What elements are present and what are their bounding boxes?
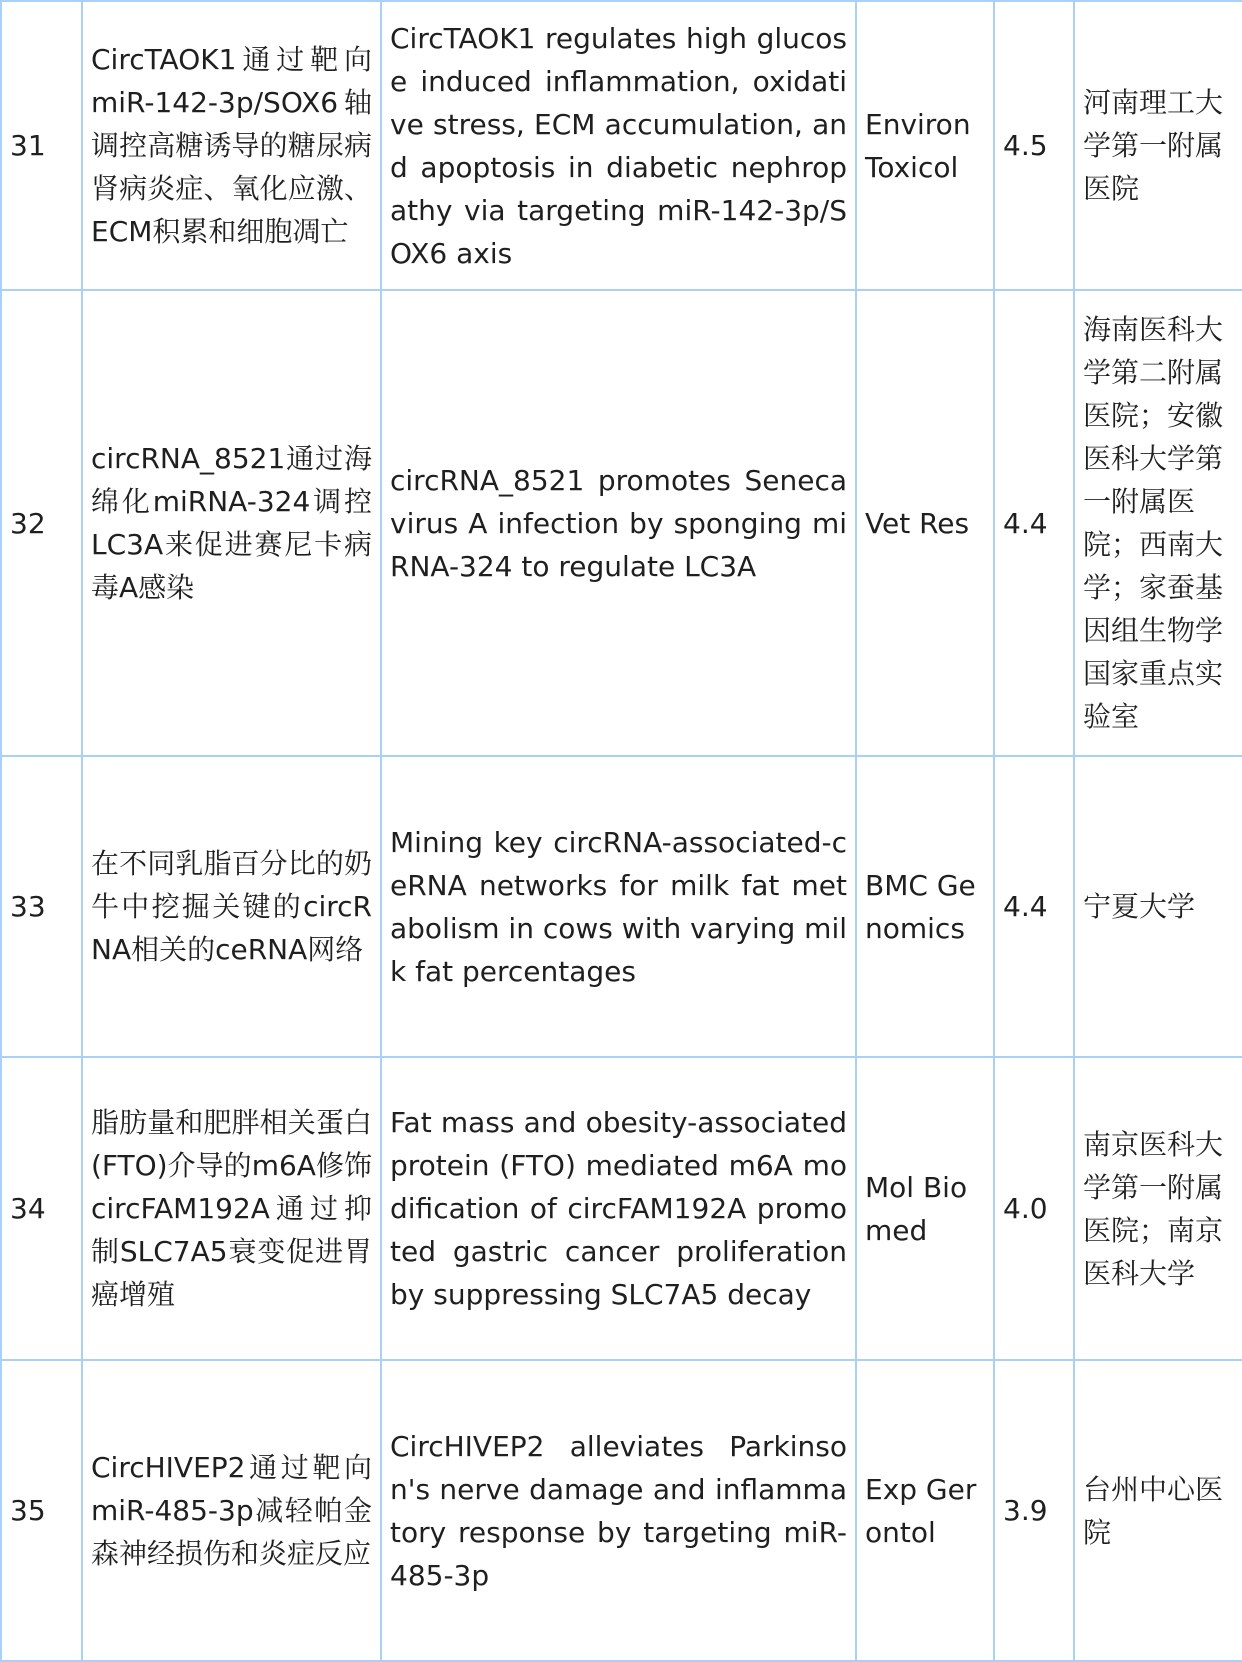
row-number: 35 bbox=[1, 1360, 82, 1661]
chinese-title: 脂肪量和肥胖相关蛋白(FTO)介导的m6A修饰circFAM192A通过抑制SLC7A5衰变促进胃癌增殖 bbox=[82, 1057, 381, 1360]
table-row bbox=[1, 1360, 1242, 1661]
row-number: 32 bbox=[1, 290, 82, 756]
chinese-title: 在不同乳脂百分比的奶牛中挖掘关键的circRNA相关的ceRNA网络 bbox=[82, 756, 381, 1057]
chinese-title: CircHIVEP2通过靶向miR-485-3p减轻帕金森神经损伤和炎症反应 bbox=[82, 1360, 381, 1661]
english-title: CircTAOK1 regulates high glucose induced inflammation, oxidative stress, ECM accumulation, and apoptosis in diabetic nephropathy via targeting miR-142-3p/SOX6 axis bbox=[381, 1, 856, 290]
institution: 河南理工大学第一附属医院 bbox=[1074, 1, 1242, 290]
impact-factor: 4.5 bbox=[994, 1, 1074, 290]
institution: 宁夏大学 bbox=[1074, 756, 1242, 1057]
institution: 海南医科大学第二附属医院；安徽医科大学第一附属医院；西南大学；家蚕基因组生物学国家重点实验室 bbox=[1074, 290, 1242, 756]
row-number: 34 bbox=[1, 1057, 82, 1360]
row-number: 31 bbox=[1, 1, 82, 290]
table-row bbox=[1, 1, 1242, 290]
journal-name: Environ Toxicol bbox=[856, 1, 994, 290]
english-title: circRNA_8521 promotes Senecavirus A infection by sponging miRNA-324 to regulate LC3A bbox=[381, 290, 856, 756]
impact-factor: 4.4 bbox=[994, 290, 1074, 756]
impact-factor: 4.4 bbox=[994, 756, 1074, 1057]
table-row bbox=[1, 1057, 1242, 1360]
chinese-title: CircTAOK1通过靶向miR-142-3p/SOX6轴调控高糖诱导的糖尿病肾病炎症、氧化应激、ECM积累和细胞凋亡 bbox=[82, 1, 381, 290]
row-number: 33 bbox=[1, 756, 82, 1057]
institution: 台州中心医院 bbox=[1074, 1360, 1242, 1661]
chinese-title: circRNA_8521通过海绵化miRNA-324调控LC3A来促进赛尼卡病毒A感染 bbox=[82, 290, 381, 756]
journal-name: BMC Genomics bbox=[856, 756, 994, 1057]
english-title: Mining key circRNA-associated-ceRNA networks for milk fat metabolism in cows with varying milk fat percentages bbox=[381, 756, 856, 1057]
impact-factor: 3.9 bbox=[994, 1360, 1074, 1661]
english-title: Fat mass and obesity-associated protein (FTO) mediated m6A modification of circFAM192A promoted gastric cancer proliferation by suppressing SLC7A5 decay bbox=[381, 1057, 856, 1360]
institution: 南京医科大学第一附属医院；南京医科大学 bbox=[1074, 1057, 1242, 1360]
table-row bbox=[1, 756, 1242, 1057]
journal-name: Exp Gerontol bbox=[856, 1360, 994, 1661]
journal-name: Vet Res bbox=[856, 290, 994, 756]
english-title: CircHIVEP2 alleviates Parkinson's nerve damage and inflammatory response by targeting miR-485-3p bbox=[381, 1360, 856, 1661]
impact-factor: 4.0 bbox=[994, 1057, 1074, 1360]
table-row bbox=[1, 290, 1242, 756]
journal-name: Mol Biomed bbox=[856, 1057, 994, 1360]
